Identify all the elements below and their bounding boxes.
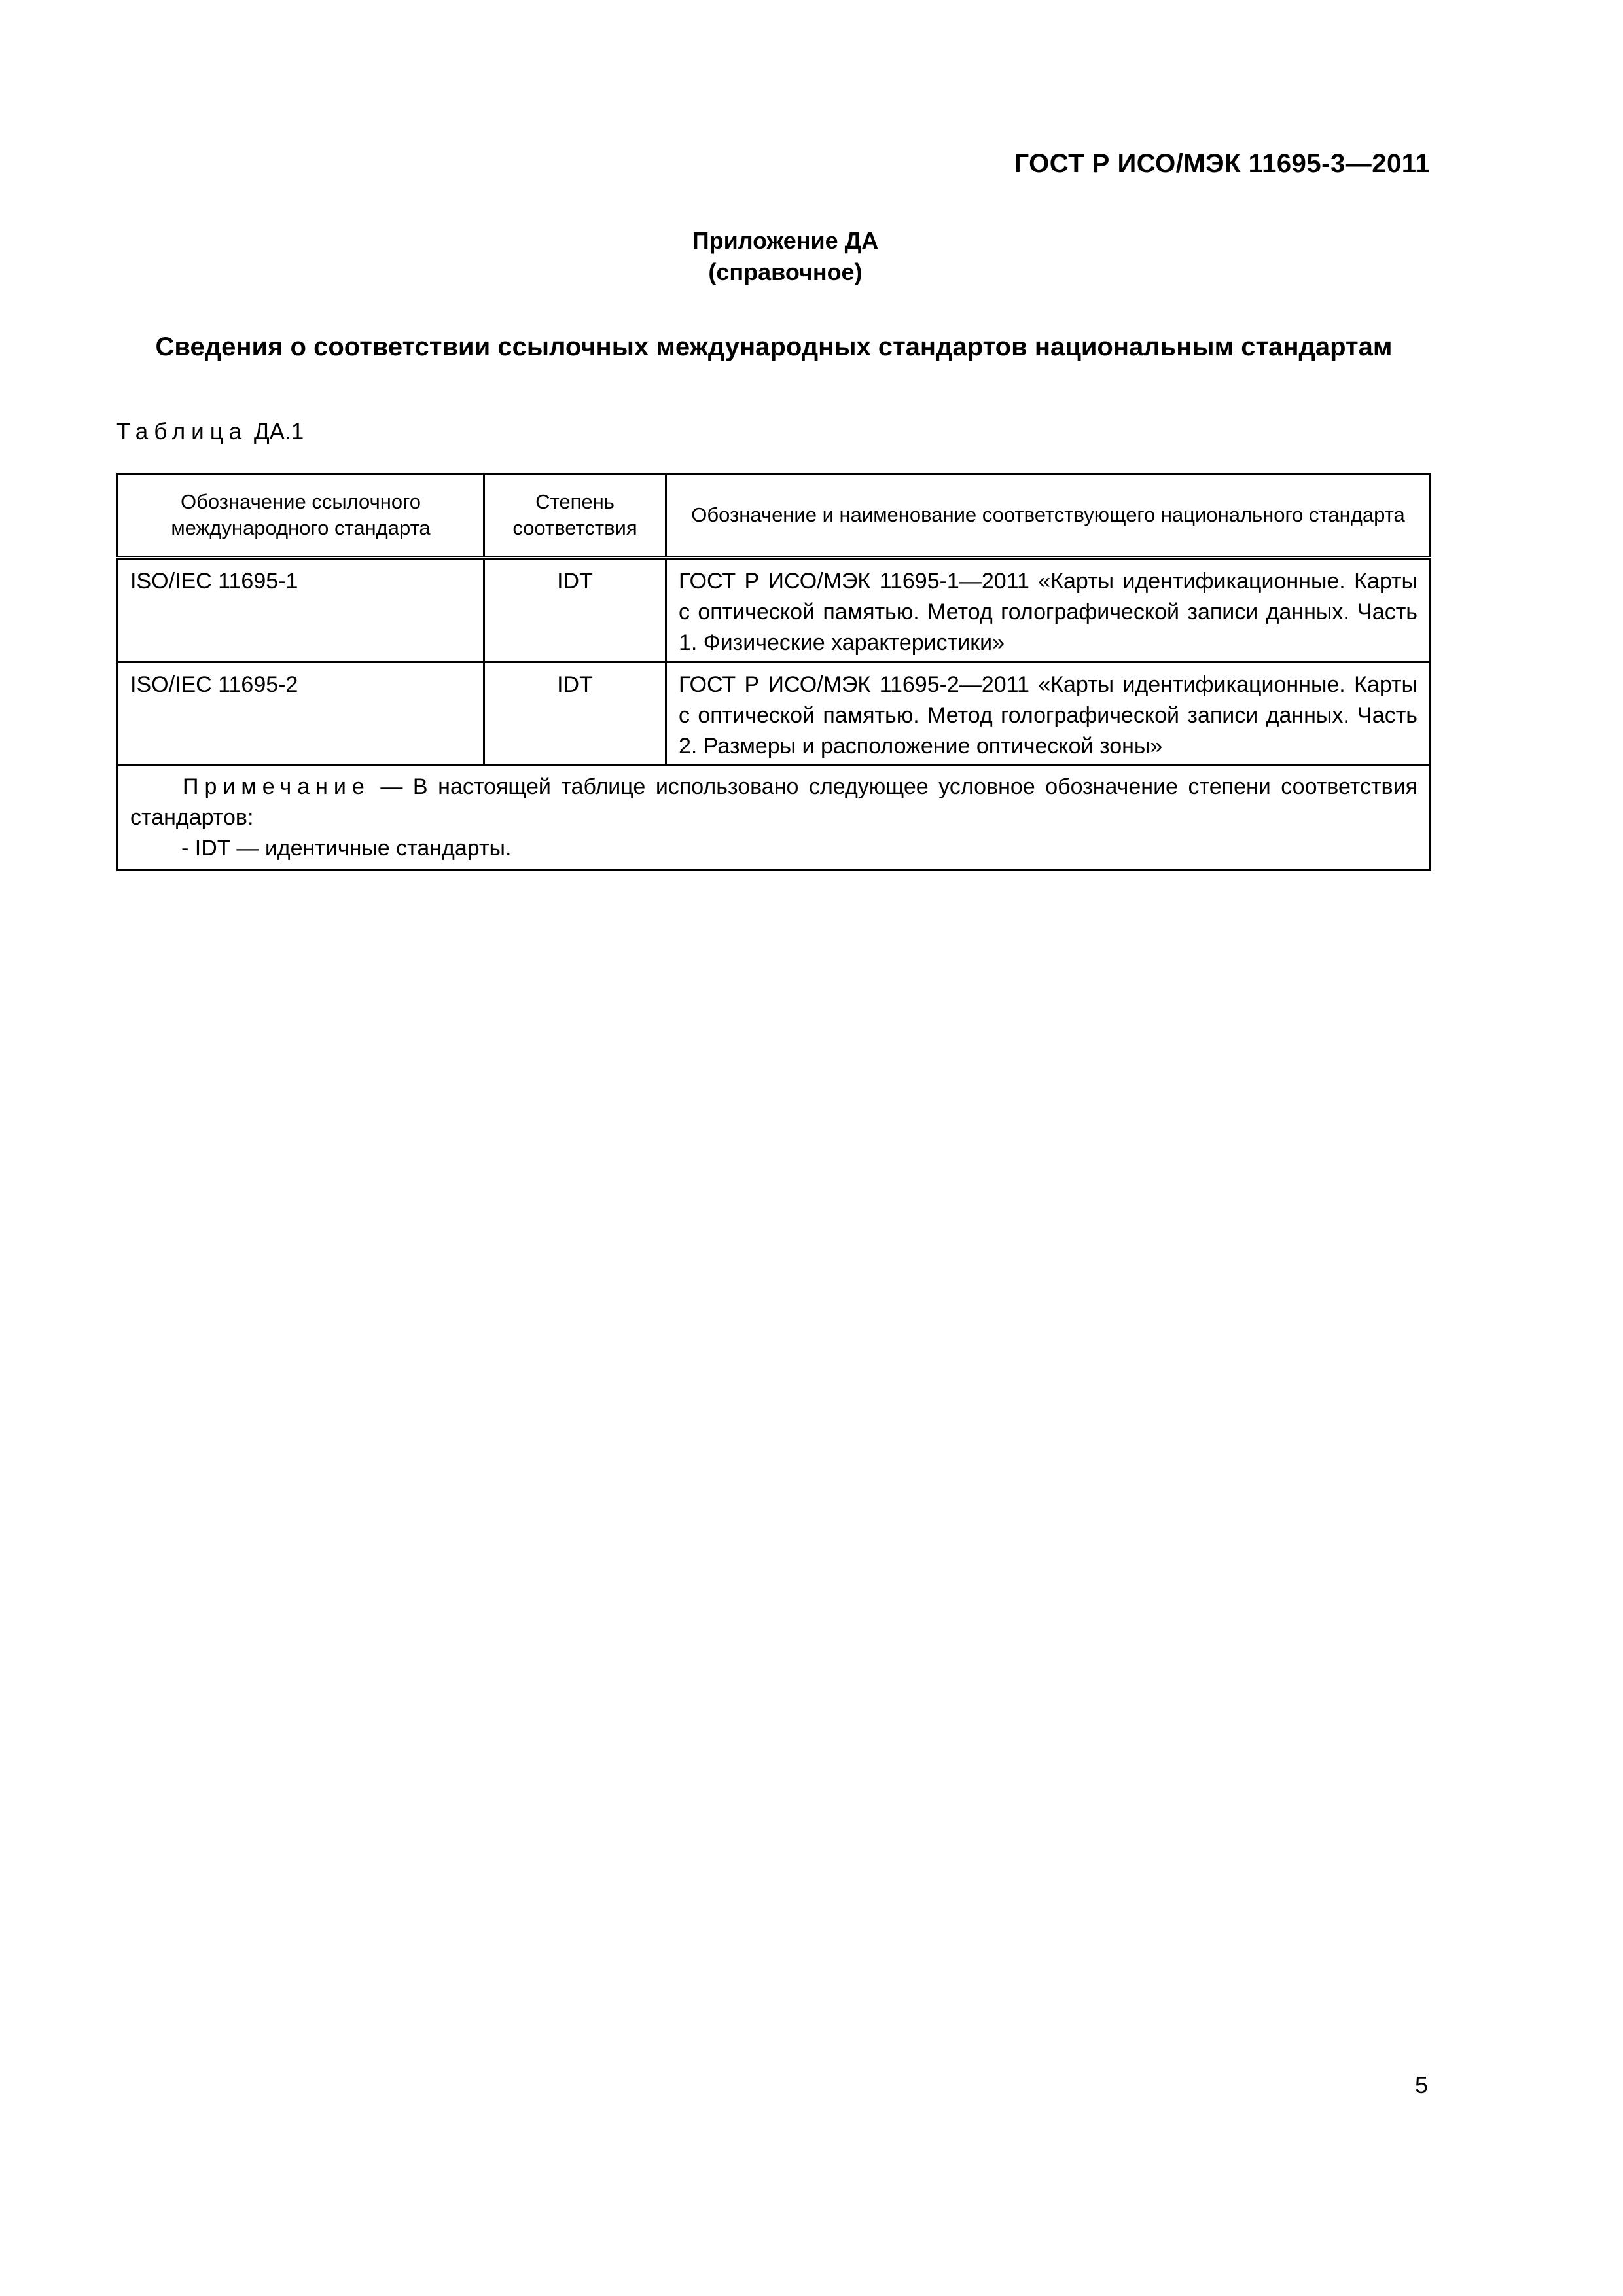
note-text (130, 772, 1418, 833)
note-label: Примечание (183, 774, 370, 799)
annex-title: Приложение ДА (692, 227, 879, 254)
table-note (118, 766, 1431, 870)
note-body: — В настоящей таблице использовано следующее условное обозначение степени соответствия стандартов: (130, 774, 1418, 830)
note-item: - IDT — идентичные стандарты. (181, 836, 512, 861)
table-header-row (118, 474, 1431, 558)
page-number: 5 (1414, 2072, 1428, 2098)
header-degree: Степень соответствия (484, 474, 666, 558)
table-row (118, 662, 1431, 766)
table-caption-word: Таблица (116, 419, 248, 444)
correspondence-table (116, 473, 1431, 871)
header-national-standard: Обозначение и наименование соответствующего национального стандарта (666, 474, 1431, 558)
cell-national: ГОСТ Р ИСО/МЭК 11695-2—2011 «Карты идентификационные. Карты с оптической памятью. Метод голографической записи данных. Часть 2. Размеры и расположение оптической зоны» (666, 662, 1431, 766)
table-note-row (118, 766, 1431, 870)
section-heading: Сведения о соответствии ссылочных международных стандартов национальным стандартам (155, 332, 1393, 361)
cell-national: ГОСТ Р ИСО/МЭК 11695-1—2011 «Карты идентификационные. Карты с оптической памятью. Метод голографической записи данных. Часть 1. Физические характеристики» (666, 558, 1431, 662)
document-code: ГОСТ Р ИСО/МЭК 11695-3—2011 (1014, 149, 1430, 178)
table-caption-number: ДА.1 (253, 419, 304, 444)
cell-degree: IDT (484, 558, 666, 662)
annex-subtitle: (справочное) (708, 259, 863, 285)
table-row (118, 558, 1431, 662)
annex-title-block (0, 225, 1571, 288)
cell-reference: ISO/IEC 11695-2 (118, 662, 484, 766)
cell-degree: IDT (484, 662, 666, 766)
table-caption (116, 419, 304, 445)
cell-reference: ISO/IEC 11695-1 (118, 558, 484, 662)
header-reference-standard: Обозначение ссылочного международного стандарта (118, 474, 484, 558)
